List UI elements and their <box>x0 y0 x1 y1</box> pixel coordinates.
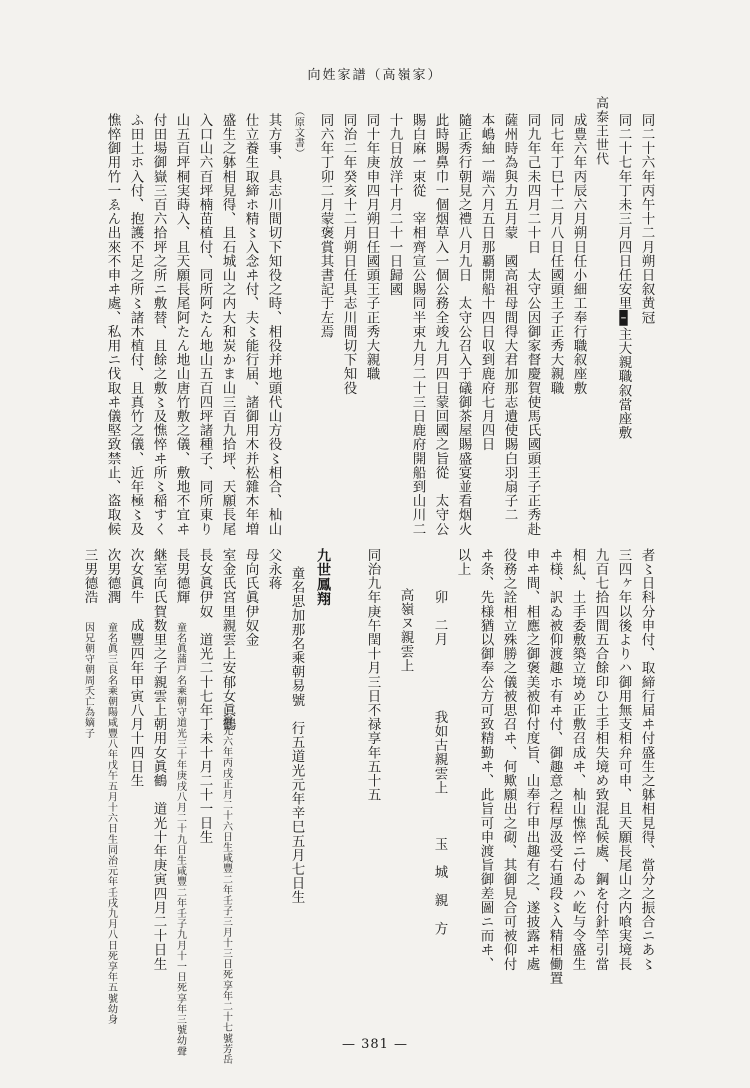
second-son-note: 童名眞三良名乘朝陽咸豐八年戊午五月十六日生同治元年壬戌九月八日死享年五號幼身 <box>105 622 117 1025</box>
upper-line-11: 賜白麻一束從 宰相齊宣公賜同半束九月二十三日鹿府開船到山川二 <box>409 113 426 536</box>
date-line: 卯 二月 <box>431 590 448 647</box>
lower-line-20: 継室向氏賀数里之子親雲上朝用女眞鶴 道光十年庚寅四月二十日生 <box>150 548 167 971</box>
lower-line-3: 九百七拾四間五合餘印ひ土手相失境め致混乱候處、鋼を付針竿引當 <box>592 548 609 971</box>
page-number: — 381 — <box>341 1037 409 1052</box>
wife-note: 道光六年丙戌正月二十六日生咸豐二年壬子三月十三日死享年二十七號芳岳 <box>220 715 232 1065</box>
lower-line-7: 役務之詮相立殊勝之儀被思召ヰ、何歟願出之砌、其御見合可被仰付 <box>500 548 517 971</box>
upper-line-23: ふ田土ホ入付、抱護不足之所〻諸木植付、且真竹之儀、近年極〻及 <box>127 113 144 536</box>
lower-line-1: 者〻日科分申付、取締行届ヰ付盛生之躰相見得、當分之振合ニあ〻 <box>638 548 655 971</box>
upper-line-6: 同九年己未四月二十日 太守公因御家督慶賀使馬氏國頭王子正秀赴 <box>524 113 541 536</box>
upper-line-18: 仕立養生取締ホ精〻入念ヰ付、夫〻能行届、諸御用木并松雜木年増 <box>242 113 259 536</box>
lower-line-9: 以上 <box>454 548 471 577</box>
upper-line-14: 同治二年癸亥十二月朔日任具志川間切下知役 <box>340 113 357 395</box>
page-title: 向姓家譜（高嶺家） <box>307 68 443 83</box>
upper-line-5: 同七年丁巳十二月八日任國頭王子正秀大親職 <box>547 113 564 395</box>
upper-line-7: 薩州時為與力五月蒙 國高祖母間得大君加那志遺使賜白羽扇子二 <box>501 113 518 522</box>
source-note: （原文書） <box>292 106 304 159</box>
upper-line-4: 成豊六年丙辰六月朔日任小細工奉行職叙座敷 <box>570 113 587 395</box>
upper-line-19: 盛生之躰相見得、且石城山之内大和炭かま山三百九拾坪、天願長尾 <box>219 113 236 536</box>
upper-line-1: 同二十六年丙午十二月朔日叙黄冠 <box>638 113 655 325</box>
upper-line-8: 本嶋紬一端六月五日那覇開船十四日収到鹿府七月四日 <box>478 113 495 452</box>
eldest-son-note: 童名眞蒲戸名乘朝守道光三十年庚戌八月二十九日生咸豐二年壬子九月十一日死享年三號幼聲 <box>174 622 186 1057</box>
lower-line-15: 父永蒋 <box>265 548 282 591</box>
upper-line-9: 隨正秀行朝見之禮八月九日 太守公召入于礒御茶屋賜盛宴並看烟火 <box>455 113 472 536</box>
upper-line-15: 同六年丁卯二月蒙褒賞其書記于左焉 <box>317 113 334 339</box>
upper-line-20: 入口山六百坪楠苗植付、同所阿たん地山五百四坪諸種子、同所東り <box>196 113 213 536</box>
upper-line-17: 其方事、具志川間切下知役之時、相役并地頭代山方役〻相合、杣山 <box>265 113 282 536</box>
upper-line-13: 同十年庚申四月朔日任國頭王子正秀大親職 <box>363 113 380 381</box>
lower-line-2: 三四ヶ年以後よりハ御用無支相弁可申、且天願長尾山之内喰実境長 <box>615 548 632 971</box>
lower-line-16: 母向氏眞伊奴金 <box>242 548 259 647</box>
upper-line-21: 山五百坪桐実蒔入、且天願長尾阿たん地山唐竹敷之儀、敷地不宜ヰ <box>173 113 190 536</box>
lower-line-4: 相糺、土手委敷築立境め正敷召成ヰ、杣山憔悴ニ付ゐハ屹与令盛生 <box>569 548 586 971</box>
upper-line-24: 憔悴御用竹一ゑん出來不申ヰ處、私用ニ伐取ヰ儀堅致禁止、盗取候 <box>104 113 121 536</box>
lower-line-18: 長女眞伊奴 道光二十七年丁未十月二十一日生 <box>196 548 213 845</box>
lower-line-14: 童名思加那名乘朝易號 行五道光元年辛巳五月七日生 <box>288 566 305 905</box>
upper-line-22: 付田場御嶽三百六拾坪之所ニ敷替、且餘之敷〻及憔悴ヰ所〻稲すく <box>150 113 167 536</box>
upper-line-12: 十九日放洋十月二十一日歸國 <box>386 113 403 297</box>
wife-line: 室金氏宮里親雲上安郁女眞鶴 <box>219 548 236 732</box>
lower-line-21: 次女眞牛 成豐四年甲寅八月十四日生 <box>127 548 144 788</box>
upper-line-2: 同二十七年丁未三月四日任安里🁢主大親職叙當座敷 <box>615 113 632 440</box>
generation-heading: 九世鳳翔 <box>315 548 331 607</box>
recipient-line: 高嶺ヌ親雲上 <box>397 588 414 673</box>
third-son-note: 因兄朝守朝周夭亡為嫡子 <box>82 622 94 739</box>
third-son-line: 三男德浩 <box>81 548 98 605</box>
lower-line-6: 申ヰ間、相應之御褒美被仰付度旨、山奉行申出趣有之、遂披露ヰ處 <box>523 548 540 971</box>
lower-line-8: ヰ条、先様猶以御奉公方可致精勤ヰ、此旨可申渡旨御差圖ニ而ヰ、 <box>477 548 494 971</box>
second-son-line: 次男德潤 <box>104 548 121 605</box>
signature-line: 我如古親雲上 玉 城 親 方 <box>431 710 448 936</box>
eldest-son-line: 長男德輝 <box>173 548 190 605</box>
lower-line-12: 同治九年庚午閏十月三日不禄享年五十五 <box>364 548 381 802</box>
lower-line-5: ヰ様、訳ゐ被仰渡趣ホ有ヰ付、御趣意之程厚汲受右通段〻入精相働置 <box>546 548 563 986</box>
upper-line-10: 此時賜鼻巾一個烟草入一個公務全竣九月四日蒙回國之旨從 太守公 <box>432 113 449 536</box>
upper-heading-reign: 高泰王世代 <box>593 96 608 166</box>
